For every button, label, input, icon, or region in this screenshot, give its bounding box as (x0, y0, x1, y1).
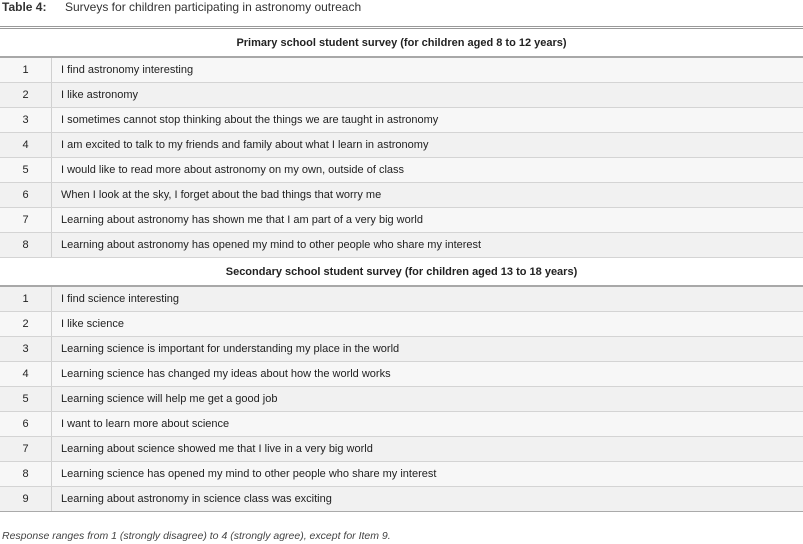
item-number: 7 (0, 437, 52, 462)
table-row (0, 337, 803, 362)
section-header (0, 28, 803, 58)
table-caption (2, 0, 361, 16)
item-text: Learning science will help me get a good job (52, 387, 803, 412)
table-row (0, 312, 803, 337)
table-title: Surveys for children participating in astronomy outreach (65, 0, 362, 14)
item-text: I find astronomy interesting (52, 57, 803, 83)
item-text: I sometimes cannot stop thinking about the things we are taught in astronomy (52, 108, 803, 133)
item-number: 3 (0, 108, 52, 133)
table-row (0, 83, 803, 108)
table-footnote: Response ranges from 1 (strongly disagree) to 4 (strongly agree), except for Item 9. (2, 530, 391, 542)
section-heading: Secondary school student survey (for children aged 13 to 18 years) (0, 258, 803, 287)
table-row (0, 183, 803, 208)
item-number: 6 (0, 412, 52, 437)
item-text: When I look at the sky, I forget about the bad things that worry me (52, 183, 803, 208)
item-text: Learning about astronomy in science class was exciting (52, 487, 803, 512)
item-text: I like astronomy (52, 83, 803, 108)
item-number: 8 (0, 233, 52, 258)
table-row (0, 233, 803, 258)
table-label: Table 4: (2, 0, 47, 14)
item-number: 4 (0, 133, 52, 158)
item-text: I find science interesting (52, 286, 803, 312)
item-number: 4 (0, 362, 52, 387)
table-row (0, 462, 803, 487)
item-number: 2 (0, 83, 52, 108)
item-text: Learning science has opened my mind to other people who share my interest (52, 462, 803, 487)
item-text: Learning about science showed me that I live in a very big world (52, 437, 803, 462)
table-row (0, 387, 803, 412)
item-text: Learning science is important for understanding my place in the world (52, 337, 803, 362)
item-number: 2 (0, 312, 52, 337)
table-row (0, 208, 803, 233)
item-number: 7 (0, 208, 52, 233)
item-number: 1 (0, 57, 52, 83)
section-heading: Primary school student survey (for children aged 8 to 12 years) (0, 28, 803, 58)
item-number: 3 (0, 337, 52, 362)
item-number: 6 (0, 183, 52, 208)
table-row (0, 362, 803, 387)
item-number: 1 (0, 286, 52, 312)
table-row (0, 57, 803, 83)
item-text: I like science (52, 312, 803, 337)
table-row (0, 108, 803, 133)
section-header (0, 258, 803, 287)
table-row (0, 158, 803, 183)
item-text: I would like to read more about astronomy on my own, outside of class (52, 158, 803, 183)
table-row (0, 412, 803, 437)
item-text: I want to learn more about science (52, 412, 803, 437)
item-number: 8 (0, 462, 52, 487)
item-number: 9 (0, 487, 52, 512)
item-number: 5 (0, 387, 52, 412)
table-row (0, 133, 803, 158)
survey-table (0, 26, 803, 512)
item-text: Learning about astronomy has shown me that I am part of a very big world (52, 208, 803, 233)
table-row (0, 437, 803, 462)
item-text: Learning science has changed my ideas about how the world works (52, 362, 803, 387)
table-row (0, 286, 803, 312)
item-text: I am excited to talk to my friends and family about what I learn in astronomy (52, 133, 803, 158)
item-number: 5 (0, 158, 52, 183)
item-text: Learning about astronomy has opened my mind to other people who share my interest (52, 233, 803, 258)
table-row (0, 487, 803, 512)
